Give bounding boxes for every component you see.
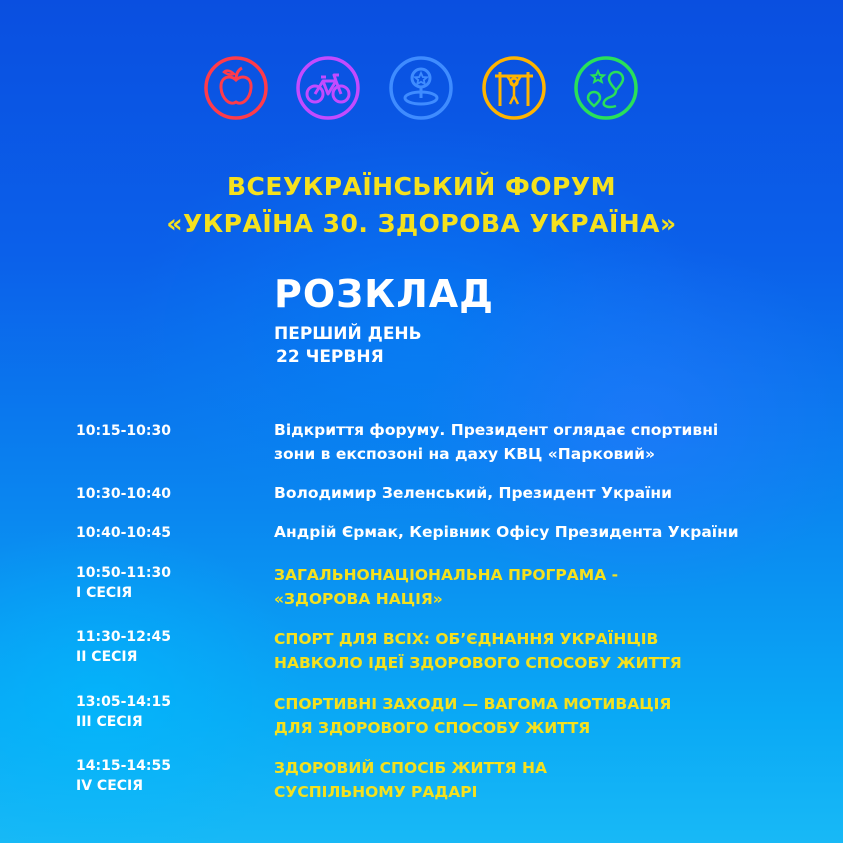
schedule-time-block [76, 692, 171, 732]
schedule-description [274, 627, 682, 675]
schedule-date: 22 ЧЕРВНЯ [276, 347, 384, 367]
schedule-time: 13:05-14:15 [76, 694, 171, 710]
schedule-time: 14:15-14:55 [76, 758, 171, 774]
schedule-session: ІV СЕСІЯ [76, 778, 144, 794]
description-line: НАВКОЛО ІДЕЇ ЗДОРОВОГО СПОСОБУ ЖИТТЯ [274, 654, 682, 672]
description-line: зони в експозоні на даху КВЦ «Парковий» [274, 445, 656, 463]
icon-row [0, 52, 843, 132]
description-line: СУСПІЛЬНОМУ РАДАРІ [274, 783, 478, 801]
star-location-icon [385, 52, 457, 124]
schedule-description [274, 418, 718, 466]
schedule-description [274, 481, 672, 505]
description-line: ЗДОРОВИЙ СПОСІБ ЖИТТЯ НА [274, 759, 547, 777]
schedule-session: ІІІ СЕСІЯ [76, 714, 143, 730]
schedule-session: І СЕСІЯ [76, 585, 133, 601]
description-line: ЗАГАЛЬНОНАЦІОНАЛЬНА ПРОГРАМА - [274, 566, 619, 584]
schedule-day: ПЕРШИЙ ДЕНЬ [274, 324, 422, 344]
description-line: Відкриття форуму. Президент оглядає спортивні [274, 421, 719, 439]
schedule-time: 10:30-10:40 [76, 486, 171, 502]
schedule-time: 10:15-10:30 [76, 423, 171, 439]
description-line: «ЗДОРОВА НАЦІЯ» [274, 590, 443, 608]
schedule-time-block [76, 563, 171, 603]
description-line: СПОРТИВНІ ЗАХОДИ — ВАГОМА МОТИВАЦІЯ [274, 695, 672, 713]
schedule-description [274, 692, 671, 740]
description-line: Андрій Єрмак, Керівник Офісу Президента України [274, 523, 739, 541]
description-line: Володимир Зеленський, Президент України [274, 484, 672, 502]
apple-icon [200, 52, 272, 124]
schedule-description [274, 756, 547, 804]
description-line: ДЛЯ ЗДОРОВОГО СПОСОБУ ЖИТТЯ [274, 719, 591, 737]
schedule-heading: РОЗКЛАД [274, 272, 495, 316]
schedule-session: ІІ СЕСІЯ [76, 649, 138, 665]
forum-title-line-2: «УКРАЇНА 30. ЗДОРОВА УКРАЇНА» [166, 209, 677, 238]
gym-bar-icon [478, 52, 550, 124]
schedule-description [274, 520, 739, 544]
forum-title-line-1: ВСЕУКРАЇНСЬКИЙ ФОРУМ [227, 172, 616, 201]
schedule-time-block [76, 627, 171, 667]
route-map-icon [570, 52, 642, 124]
schedule-description [274, 563, 618, 611]
description-line: СПОРТ ДЛЯ ВСІХ: ОБ’ЄДНАННЯ УКРАЇНЦІВ [274, 630, 659, 648]
schedule-time: 11:30-12:45 [76, 629, 171, 645]
bicycle-icon [292, 52, 364, 124]
schedule-time: 10:40-10:45 [76, 525, 171, 541]
schedule-time: 10:50-11:30 [76, 565, 171, 581]
schedule-time-block [76, 756, 171, 796]
